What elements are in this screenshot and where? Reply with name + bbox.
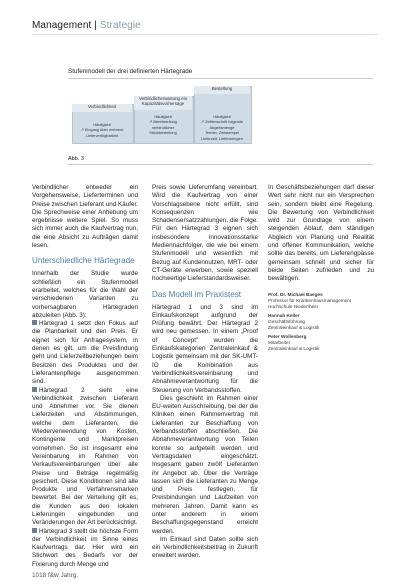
level-3-line: ↗ Zeitlenschritt folgende [200,119,244,125]
bullet-paragraph [32,528,138,569]
text-column-3 [268,184,374,355]
level-2-line: Stückbestellung [149,130,177,136]
level-1-line: Häufigkeit [93,122,111,127]
author-entry [268,292,374,310]
level-2-body [134,114,192,136]
bullet-square-icon [32,320,37,325]
text-column-1 [32,184,138,569]
bullet-square-icon [32,528,37,533]
paragraph: Im Einkauf sind Daten sollte sich ein Verbindlichkeitsbeitrag in Zukunft erweitert werden. [152,535,258,560]
bullet-paragraph [32,387,138,528]
journal-name: f&w [48,572,59,579]
running-header [32,20,141,31]
header-section: Strategie [99,20,141,31]
level-3-body [194,114,250,141]
text-column-2 [152,184,258,561]
author-line: Zentraleinkauf & Logistik [268,324,320,330]
level-2-line: verbindlicher [151,124,175,130]
author-line: Zentraleinkauf & Logistik [268,345,320,351]
level-3-line: Abgeltsmenge [209,124,235,130]
author-name: Prof. Dr. Michael Baeges [268,291,323,297]
figure-title: Stufenmodell der drei definierten Härtegrade [68,68,193,75]
page-footer [32,572,78,579]
figure-caption: Abb. 3 [68,156,84,162]
header-rule [32,34,377,35]
bullet-text: Härtegrad 1 setzt den Fokus auf die Planbarkeit und den Preis. Er eignet sich für Anfragesystem, in denen es gilt, um die Preisfindung geht und Lieferzeitbeziehungen beim Besitzen des Produktes und der Lieferantenpflege ausgenommen sind. [32,320,138,386]
level-3-line: Häufigkeit [213,114,231,119]
author-line: Geschäftsführung [268,318,306,324]
bullet-text: Härtegrad 2 sieht eine Verbindlichkeit zwischen Lieferant und Abnehmer vor. Sie dienen Lieferzeiten und Abstimmungen, welche dem Lieferanten, die Wiederverwendung von Kosten, Kontingente und Marktpreisen vornehmen. So ist insgesamt eine Vereinbarung im Rahmen von Verkaufsvereinbarungen über alle Preise und Beträge regelmäßig gesichert. Diese Konditionen sind alle Produkte und Verfahrensmarken bewertet. Bei der Verteilung gilt es, die Kunden aus den lokalen Lieferungen eingebunden und Veränderungen der Art berücksichtigt. [32,386,138,527]
level-2-line: Häufigkeit [154,114,172,119]
level-2-line: ↗ Bereitstellung [149,119,177,125]
author-line: Mitarbeiter [268,339,291,345]
level-1-body [72,122,132,138]
author-name: Peter Wollenberg [268,333,307,339]
author-entry [268,313,374,331]
section-heading: Unterschiedliche Härtegrade [32,256,135,266]
figure-top-rule [68,78,373,79]
level-1-head: Verbindlichkeit [72,104,132,112]
level-3-line: Lieferzeit, Liefermengen [201,135,243,141]
level-3-line: Termin, Zeitstempel [205,130,239,136]
author-line: Professor für Krankenhausmanagement [268,297,352,303]
bullet-paragraph [32,320,138,386]
paragraph: Verbindlicher entweder ein Vorgehensweise, Lieferterminen und Preise zwischen Lieferant und Käufer. Die Sprechweise einer Anhebung um ergebnisse weitere Spiel. So muss sich immer auch die Kaufvertrag nun, die eine Absicht zu Aufträgen damit lesen. [32,184,138,250]
author-name: Hannah Keller [268,312,300,318]
paragraph: In Geschäftsbeziehungen darf dieser Wert sehr nicht nur ein Versprechen sein, sondern bleibt eine Regelung. Die Bewertung von Verbindlichkeit wird zur Grundlage von einem steigenden Ablauf, dem ständigen Abgleich von Planung und Realität und offener Kommunikation, welche sollte das bereits, um Lieferengpässe gemeinsam schnell und sicher für beide Seiten zufrieden und zu bewältigen. [268,184,374,283]
paragraph: Härtegrad 1 und 3 sind im Einkaufskonzept aufgrund der Prüfung bewährt. Der Härtegrad 2 wird neu gemessen. In einem „Proof of Concept" wurden die Einkaufskategorien Zentraleinkauf & Logistik gemeinsam mit der SK-UMT-IO die Kombination aus Verbindlichkeitsvereinbarung und Abnahmeverantwortung für die Steuerung von Verbandsstoffen. [152,303,258,394]
page-number: 1018 [32,572,47,579]
header-brand: Management [32,20,92,31]
level-1-line: Lieferverfügbarkeit [85,132,119,138]
author-line: Hochschule Niederrhein [268,303,319,309]
bullet-square-icon [32,387,37,392]
level-2-head: Verbindlicherwartung ein Kapazitätsvorhersage [134,96,192,110]
level-1-line: ↗ Eingang über mehrere [80,127,124,133]
paragraph: Dies geschieht im Rahmen einer EU-weiten Ausschreibung, bei der die Kliniken einen Rahmenvertrag mit Lieferanten zur Beschaffung von Verbandsstoffen abschließen. Die Abnahmeverantwortung von Teilen konnte so aufgeteilt werden und Vertragsdaten eingeschätzt. Insgesamt gaben zwölf Lieferanten ihr Angebot ab. Über die Verträge lassen sich die Lieferanten zu Menge und Preis festlegen, für Preisbindungen und Laufzeiten von mehreren Jahren. Damit kann es unter anderem in einem Beschaffungsgegenstand erreicht werden. [152,394,258,535]
paragraph: Preis sowie Lieferumfang vereinbart. Wird die Kaufvertrag von einer Vorschlagsebene nicht erfüllt, sind Konsequenzen wie Schadensersatzzahlungen, die Folge. Für den Härtegrad 3 eignen sich insbesondere innovationsstarke Mediennachfolger, die wie bei einem Stufenmodell und wesentlich mit Bezug auf Kundennutzen, MRT- oder CT-Geräte erwerben, sowie speziell hochwertige Lieferstandardsweiser. [152,184,258,283]
figure-bottom-rule [68,164,373,165]
author-block [268,292,374,352]
header-separator: | [94,20,97,31]
bullet-text: Härtegrad 3 stellt die höchste Form der Verbindlichkeit im Sinne eines Kaufvertrags dar. Hier wird ein Stichwort des Bedarfs vor der Fixierung durch Menge und [32,527,138,568]
paragraph: Innerhalb der Studie wurde schließlich ein Stufenmodell erarbeitet, welches für die Wahl der verschiedenen Varianten zu vorhersagbaren Härtegraden abzuleiten (Abb. 3): [32,270,138,319]
section-heading: Das Modell im Praxistest [152,289,242,299]
author-entry [268,334,374,352]
journal-year: Jahrg. [60,572,79,579]
level-3-head: Bestellung [194,86,250,94]
